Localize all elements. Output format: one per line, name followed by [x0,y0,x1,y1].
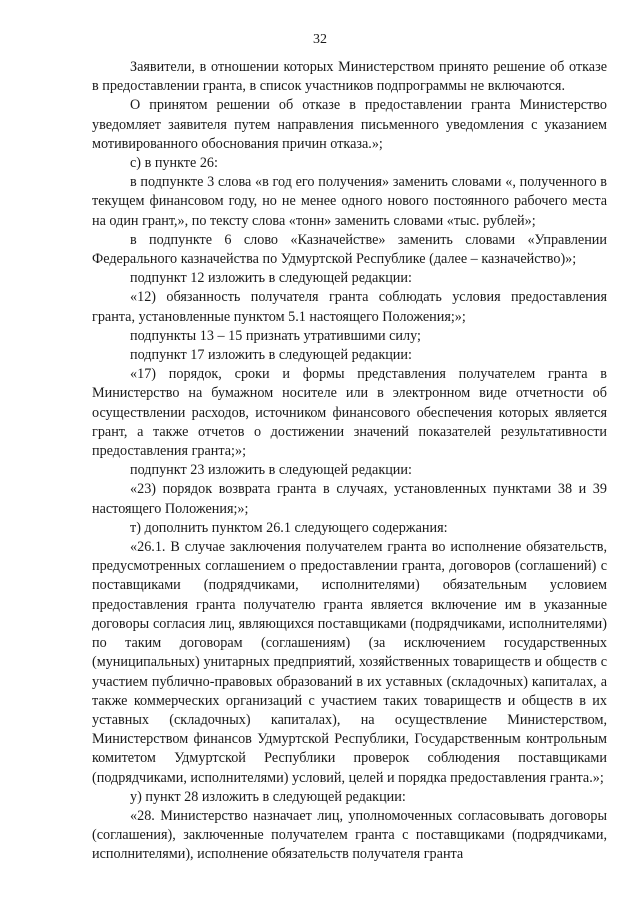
paragraph: «28. Министерство назначает лиц, уполномоченных согласовывать договоры (соглашения), заключенные получателем гранта с поставщиками (подрядчиками, исполнителями), исполнение обязательств получателя гранта [92,807,607,863]
paragraph: в подпункте 6 слово «Казначействе» заменить словами «Управлении Федерального казначейства по Удмуртской Республике (далее – казначейство)»; [92,231,607,268]
paragraph: подпункты 13 – 15 признать утратившими силу; [130,327,421,344]
paragraph: подпункт 12 изложить в следующей редакции: [130,270,412,287]
paragraph: т) дополнить пунктом 26.1 следующего содержания: [130,519,448,536]
paragraph: Заявители, в отношении которых Министерством принято решение об отказе в предоставлении гранта, в список участников подпрограммы не включаются. [92,59,607,95]
paragraph: у) пункт 28 изложить в следующей редакции: [130,788,406,805]
paragraph: «12) обязанность получателя гранта соблюдать условия предоставления гранта, установленные пунктом 5.1 настоящего Положения;»; [92,289,607,325]
paragraph: подпункт 23 изложить в следующей редакции: [130,462,412,479]
paragraph: «23) порядок возврата гранта в случаях, установленных пунктами 38 и 39 настоящего Положения;»; [92,481,607,517]
paragraph: «17) порядок, сроки и формы представления получателем гранта в Министерство на бумажном носителе или в электронном виде отчетности об осуществлении расходов, источником финансового обеспечения которых является грант, а также отчетов о достижении значений показателей результативности предоставления гранта;»; [92,366,607,460]
document-body [92,58,607,865]
page-number: 32 [313,32,327,47]
paragraph: в подпункте 3 слова «в год его получения» заменить словами «, полученного в текущем финансовом году, но не менее одного нового постоянного рабочего места на один грант,», по тексту слова «тонн» заменить словами «тыс. рублей»; [92,174,607,229]
paragraph: «26.1. В случае заключения получателем гранта во исполнение обязательств, предусмотренных соглашением о предоставлении гранта, договоров (соглашений) с поставщиками (подрядчиками, исполнителями) обязательным условием предоставления гранта получателю гранта является включение им в указанные договоры согласия лиц, являющихся поставщиками (подрядчиками, исполнителями) по таким договорам (соглашениям) (за исключением государственных (муниципальных) унитарных предприятий, хозяйственных товариществ и обществ с участием публично-правовых образований в их уставных (складочных) капиталах, а также коммерческих организаций с участием таких товариществ и обществ в их уставных (складочных) капиталах), на осуществление Министерством, Министерством финансов Удмуртской Республики, Государственным контрольным комитетом Удмуртской Республики проверок соблюдения поставщиками (подрядчиками, исполнителями) условий, целей и порядка предоставления гранта.»; [92,539,607,786]
paragraph: О принятом решении об отказе в предоставлении гранта Министерство уведомляет заявителя путем направления письменного уведомления с указанием мотивированного обоснования причин отказа.»; [92,97,607,152]
paragraph: с) в пункте 26: [130,155,218,172]
paragraph: подпункт 17 изложить в следующей редакции: [130,347,412,364]
